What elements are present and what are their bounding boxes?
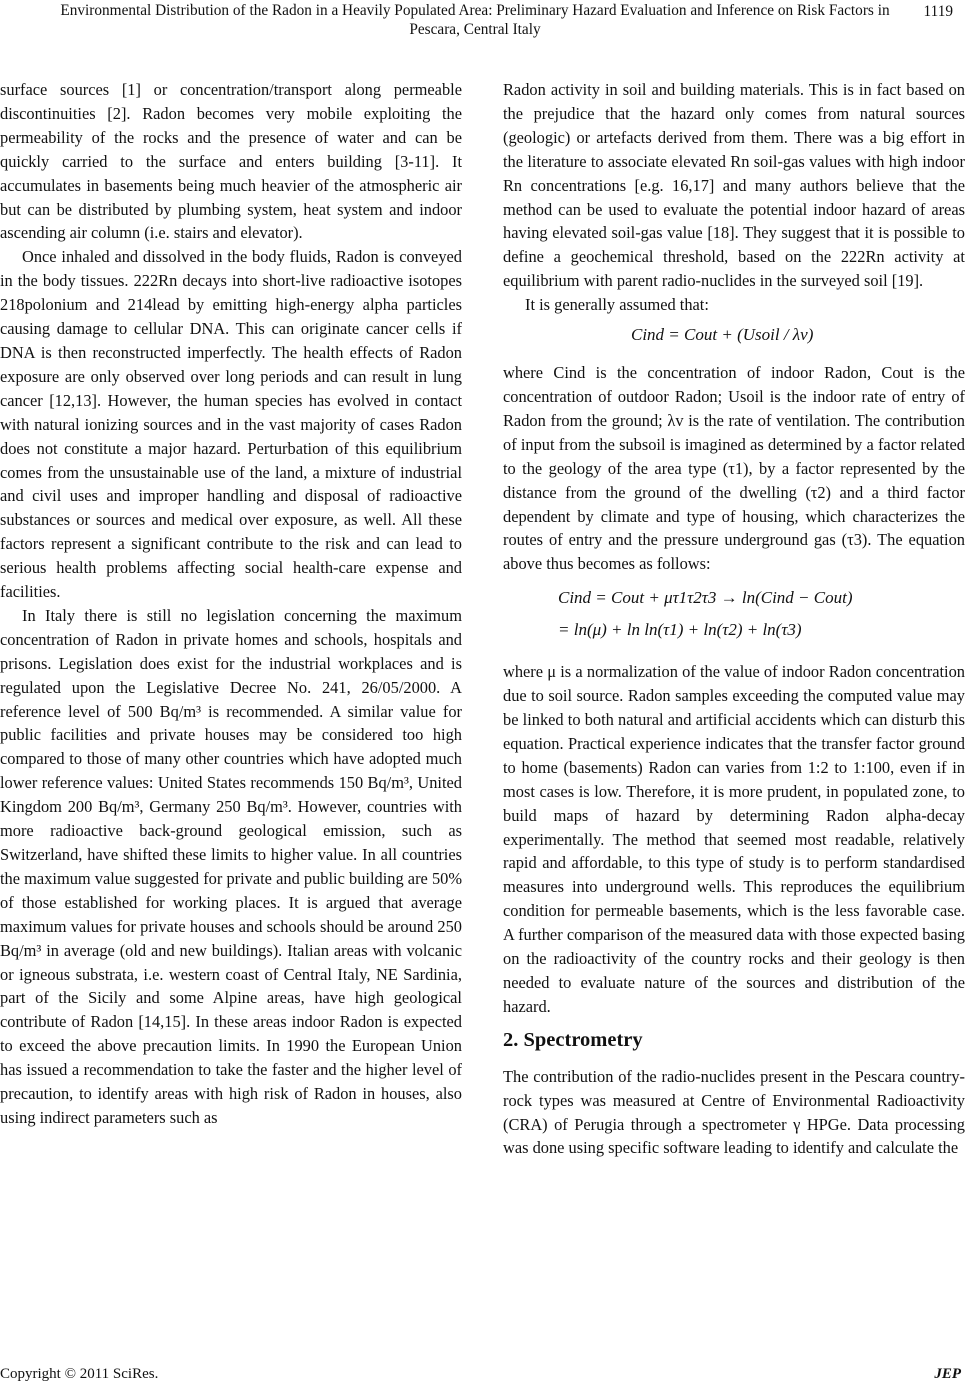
paragraph: where Cind is the concentration of indoor Radon, Cout is the concentration of outdoor Radon; Usoil is the indoor rate of entry of Radon from the ground; λv is the rate of ventilation. The contribution of input from the subsoil is imagined as determined by a factor related to the geology of the area type (τ1), by a factor represented by the distance from the ground of the dwelling (τ2) and a third factor dependent by climate and type of housing, which characterizes the routes of entry and the pressure underground gas (τ3). The equation above thus becomes as follows:	[503, 363, 965, 574]
equation-2	[503, 582, 965, 616]
equation-2-continued	[503, 616, 965, 660]
paragraph: The contribution of the radio-nuclides present in the Pescara country-rock types was measured at Centre of Environmental Radioactivity (CRA) of Perugia through a spectrometer γ HPGe. Data processing was done using specific software leading to identify and calculate the	[503, 1066, 965, 1158]
right-column	[503, 78, 965, 1160]
paragraph: In Italy there is still no legislation concerning the maximum concentration of Radon in private homes and schools, hospitals and prisons. Legislation does exist for the industrial workplaces and is regulated upon the Legislative Decree No. 241, 26/05/2000. A reference level of 500 Bq/m³ is recommended. A similar value for public facilities and private houses may be considered too high compared to those of many other countries which have adopted much lower reference values: United States recommends 150 Bq/m³, United Kingdom 200 Bq/m³, Germany 250 Bq/m³. However, countries with more radioactive back-ground geological emission, such as Switzerland, have shifted these limits to higher value. In all countries the maximum value suggested for private and public building are 50% of those established for working places. It is argued that average maximum values for private houses and schools should be around 250 Bq/m³ in average (old and new buildings). Italian areas with volcanic or igneous substrata, i.e. western coast of Central Italy, NE Sardinia, part of the Sicily and some Alpine areas, have high geological contribute of Radon [14,15]. In these areas indoor Radon is expected to exceed the above precaution limits. In 1990 the European Union has issued a recommendation to take the faster and the higher level of precaution, to identify areas with high risk of Radon in houses, also using indirect parameters such as	[0, 605, 462, 1127]
paragraph: It is generally assumed that:	[525, 295, 709, 315]
paragraph: where μ is a normalization of the value of indoor Radon concentration due to soil source. Radon samples exceeding the computed value may be linked to both natural and artificial accidents which can disturb this equation. Practical experience indicates that the transfer factor ground to home (basements) Radon can varies from 1:2 to 1:100, even if in most cases is low. Therefore, it is more prudent, in populated zone, to build maps of hazard by determining Radon alpha-decay experimentally. The method that seemed most readable, relatively rapid and affordable, to this type of study is to perform standardised measures into underground wells. This reproduces the equilibrium condition for permeable basements, which is the less favorable case. A further comparison of the measured data with those expected basing on the radioactivity of the country rocks and their geology is then needed to evaluate nature of the sources and distribution of the hazard.	[503, 662, 965, 1016]
section-heading: 2. Spectrometry	[503, 1028, 643, 1051]
journal-abbrev: JEP	[934, 1366, 961, 1382]
equation-text: Cind = Cout + μτ1τ2τ3 → ln(Cind − Cout)	[558, 588, 853, 608]
paragraph: surface sources [1] or concentration/transport along permeable discontinuities [2]. Radon becomes very mobile exploiting the permeability of the rocks and the presence of water and can be quickly carried to the surface and enters building [3-11]. It accumulates in basements being much heavier of the atmospheric air but can be distributed by plumbing system, heat system and indoor ascending air column (i.e. stairs and elevator).	[0, 80, 462, 243]
equation-text: Cind = Cout + (Usoil / λv)	[631, 325, 814, 345]
page-header	[0, 0, 969, 44]
equation-text: = ln(μ) + ln ln(τ1) + ln(τ2) + ln(τ3)	[558, 620, 802, 640]
running-title: Environmental Distribution of the Radon in a Heavily Populated Area: Preliminary Hazard Evaluation and Inference on Risk Factors in Pescara, Central Italy	[60, 2, 890, 38]
paragraph: Radon activity in soil and building materials. This is in fact based on the prejudice that the hazard only comes from natural sources (geologic) or artefacts derived from them. There was a big effort in the literature to associate elevated Rn soil-gas values with high indoor Rn concentrations [e.g. 16,17] and many authors believe that the method can be used to evaluate the potential indoor hazard of areas having elevated soil-gas value [18]. They suggest that it is possible to define a geochemical threshold, based on the 222Rn activity at equilibrium with parent radio-nuclides in the surveyed soil [19].	[503, 80, 965, 291]
paragraph: Once inhaled and dissolved in the body fluids, Radon is conveyed in the body tissues. 222Rn decays into short-live radioactive isotopes 218polonium and 214lead by emitting high-energy alpha particles causing damage to cellular DNA. This can originate cancer cells if DNA is then reconstructed imperfectly. The health effects of Radon exposure are only observed over long periods and can result in lung cancer [12,13]. However, the human species has evolved in contact with natural ionizing sources and in the vast majority of cases Radon does not constitute a major hazard. Perturbation of this equilibrium comes from the unsustainable use of the land, a mixture of industrial and civil uses and improper handling and disposal of radioactive substances or sources and medical over exposure, as well. All these factors represent a significant contribute to the risk and can lead to serious health problems affecting social health-care expense and facilities.	[0, 247, 462, 602]
copyright-footer: Copyright © 2011 SciRes.	[0, 1366, 159, 1382]
page-number: 1119	[923, 3, 953, 20]
left-column	[0, 78, 462, 1130]
equation-1	[503, 317, 965, 361]
